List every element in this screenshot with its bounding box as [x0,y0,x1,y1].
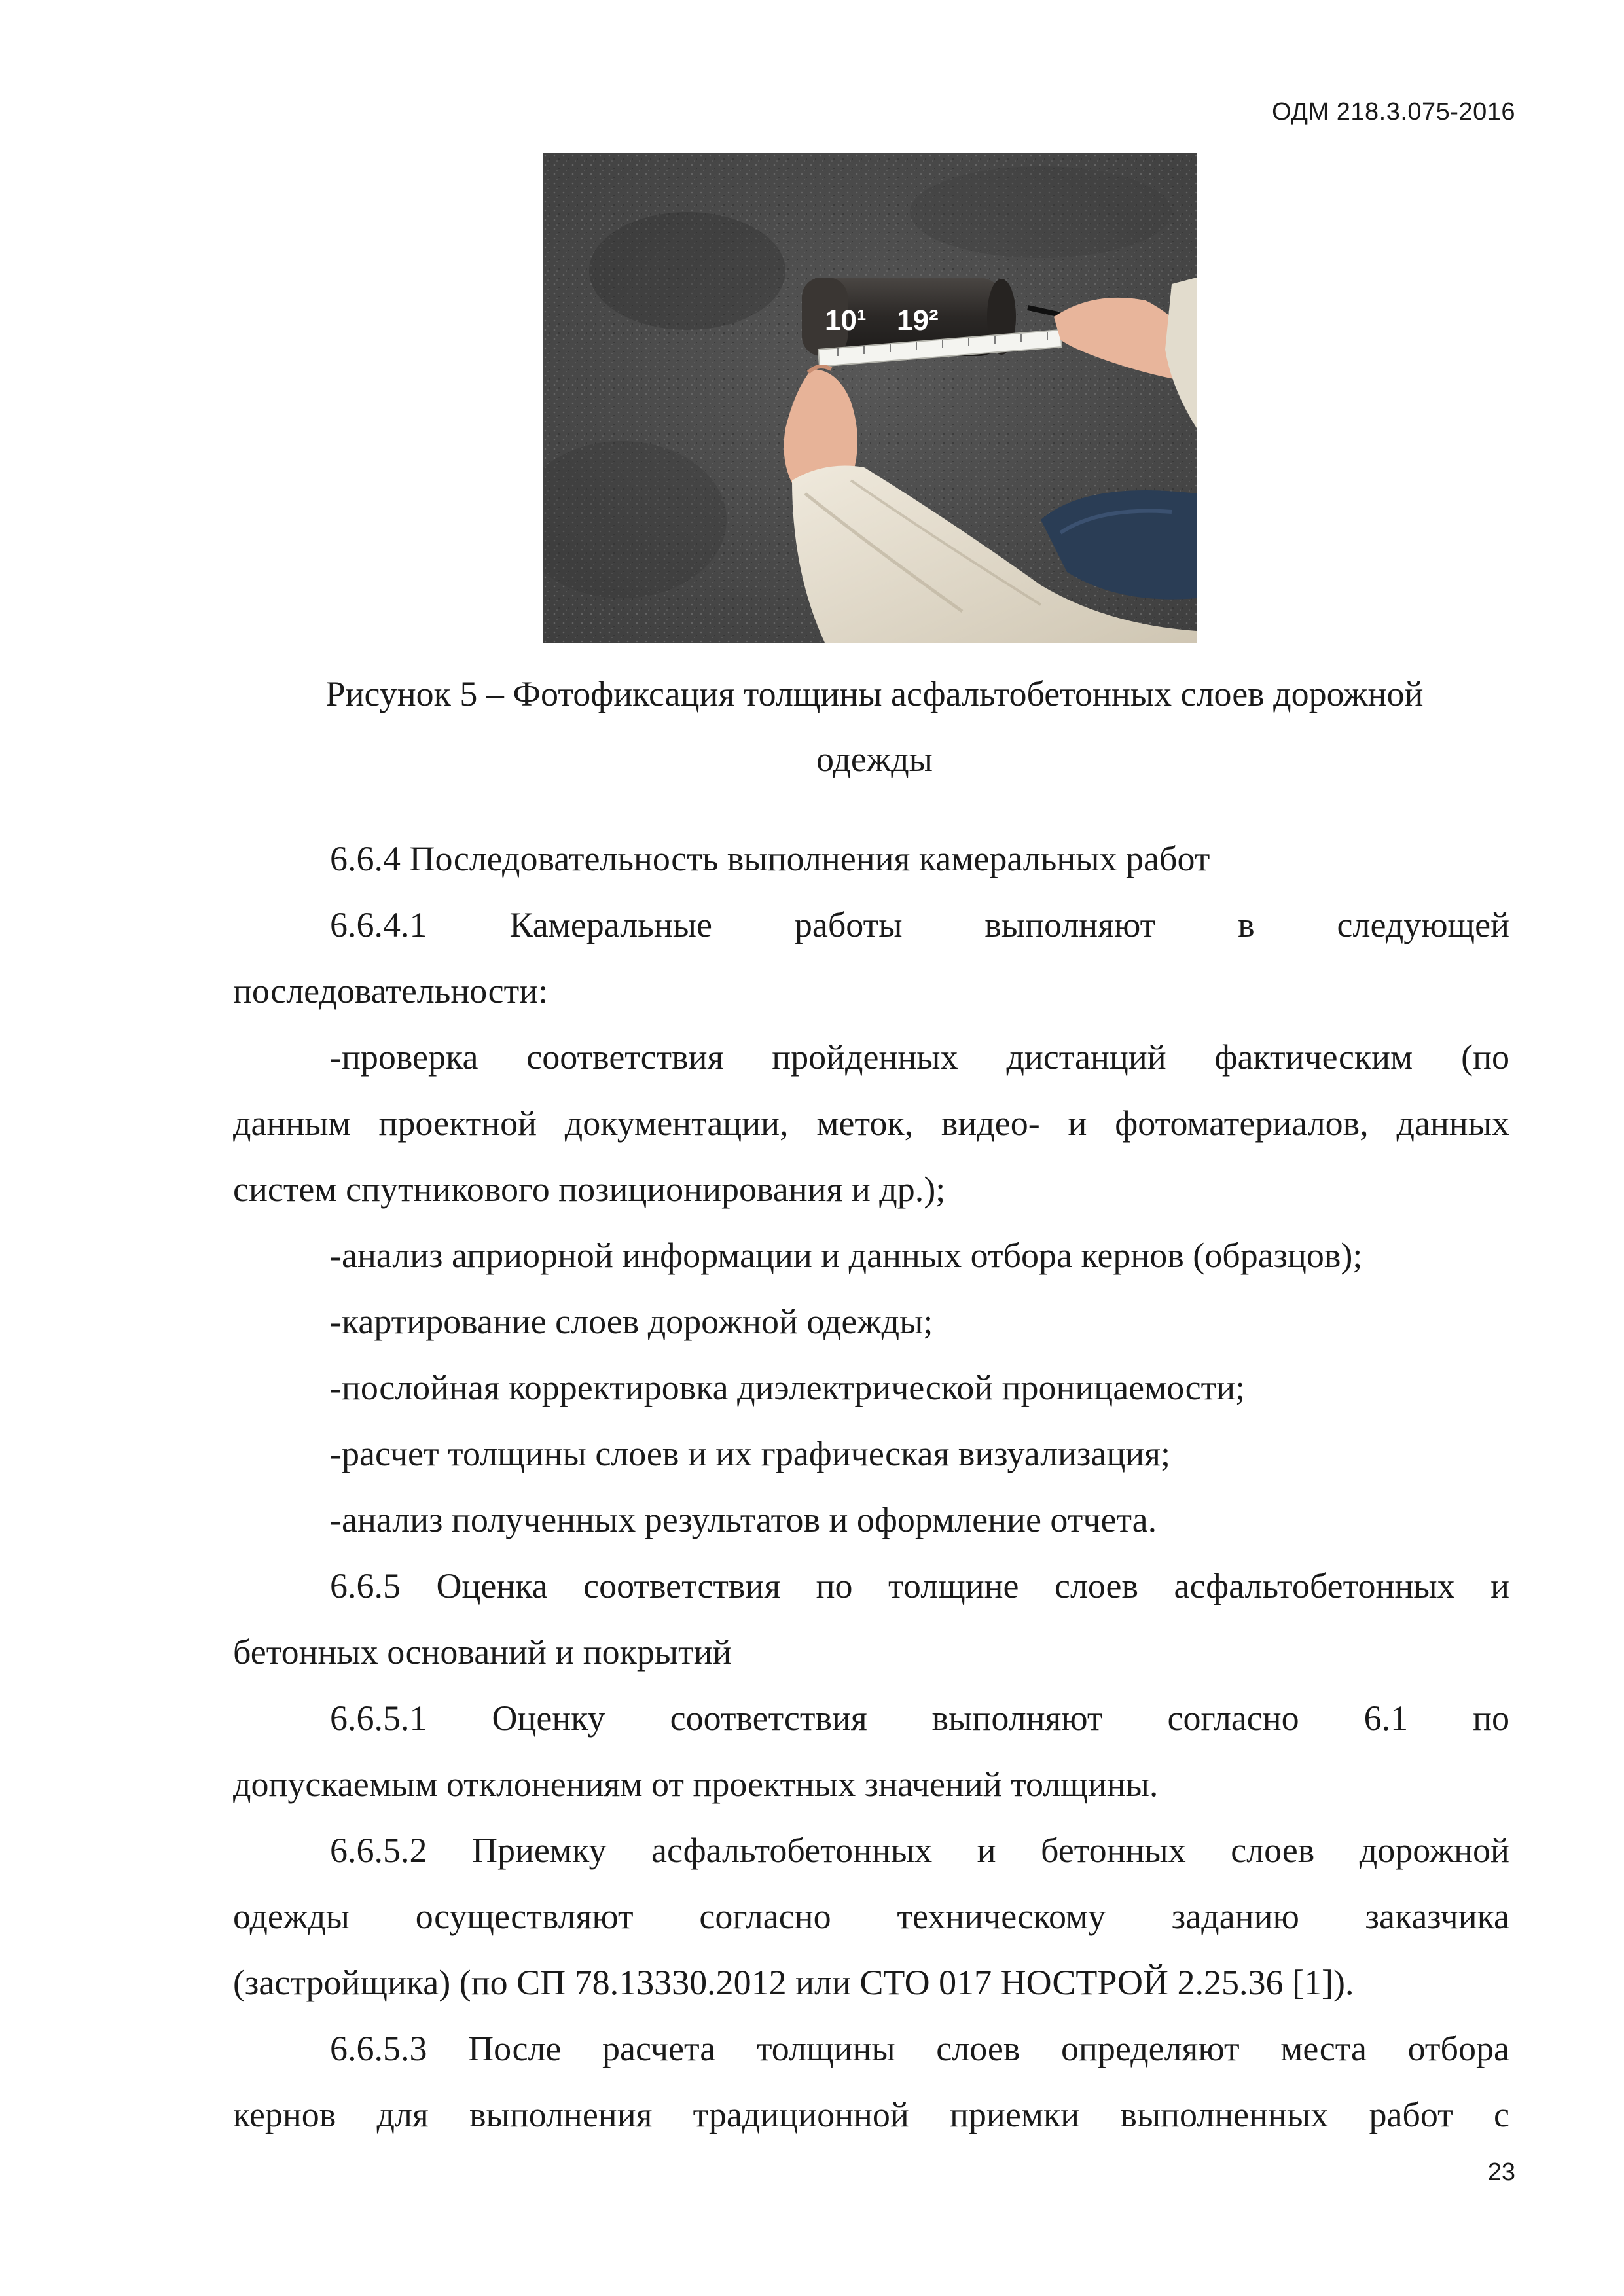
paragraph-6-6-5-3-line: кернов для выполнения традиционной приемки выполненных работ с [233,2095,1509,2134]
paragraph-6-6-5-2-line: одежды осуществляют согласно техническому заданию заказчика [233,1897,1509,1936]
section-heading-6-6-5-cont: бетонных оснований и покрытий [233,1632,732,1672]
caption-line: одежды [816,740,933,779]
section-heading-6-6-5: 6.6.5 Оценка соответствия по толщине слоев асфальтобетонных и [330,1566,1509,1605]
word: 6.1 [1363,1698,1409,1738]
list-item: -послойная корректировка диэлектрической проницаемости; [330,1368,1246,1407]
list-item-line: систем спутникового позиционирования и др.); [233,1170,946,1209]
figure-caption [233,661,1516,792]
list-item: -картирование слоев дорожной одежды; [330,1302,933,1341]
page-number: 23 [1487,2159,1515,2186]
word: асфальтобетонных [651,1831,933,1870]
paragraph-6-6-5-2-line [233,1818,1509,1884]
word: соответствия [670,1698,867,1738]
word: работы [794,905,903,944]
figure-photo [543,153,1197,643]
list-item-line: -проверка соответствия пройденных дистанций фактическим (по [330,1037,1509,1077]
word: и [977,1831,996,1870]
word: определяют [1060,2029,1240,2068]
paragraph-6-6-5-3-line [233,2016,1509,2082]
word: слоев [936,2029,1020,2068]
word: расчета [602,2029,716,2068]
word: выполняют [931,1698,1103,1738]
caption-line: Рисунок 5 – Фотофиксация толщины асфальтобетонных слоев дорожной [325,674,1424,713]
list-item: -анализ априорной информации и данных отбора кернов (образцов); [330,1236,1363,1275]
word: по [1473,1698,1509,1738]
section-heading-6-6-4: 6.6.4 Последовательность выполнения камеральных работ [330,839,1210,878]
paragraph-6-6-5-1-line [233,1685,1509,1751]
word: в [1238,905,1255,944]
word: 6.6.5.1 [330,1698,427,1738]
word: выполняют [984,905,1156,944]
word: толщины [756,2029,895,2068]
word: 6.6.4.1 [330,905,427,944]
paragraph-6-6-4-1-cont: последовательности: [233,971,549,1011]
core-label-2: 19² [897,304,939,336]
word: Оценку [492,1698,605,1738]
word: Камеральные [509,905,712,944]
body-text [233,826,1509,2148]
word: слоев [1231,1831,1315,1870]
list-item-line: данным проектной документации, меток, видео- и фотоматериалов, данных [233,1103,1509,1143]
word: 6.6.5.2 [330,1831,427,1870]
word: 6.6.5.3 [330,2029,427,2068]
core-label-1: 10¹ [825,304,867,336]
word: места [1280,2029,1367,2068]
document-code: ОДМ 218.3.075-2016 [1272,98,1515,126]
word: После [468,2029,562,2068]
word: отбора [1407,2029,1509,2068]
word: согласно [1167,1698,1299,1738]
list-item: -расчет толщины слоев и их графическая визуализация; [330,1434,1170,1473]
word: дорожной [1359,1831,1509,1870]
paragraph-6-6-5-2-line: (застройщика) (по СП 78.13330.2012 или СТО 017 НОСТРОЙ 2.25.36 [1]). [233,1963,1354,2002]
list-item: -анализ полученных результатов и оформление отчета. [330,1500,1157,1539]
word: бетонных [1041,1831,1186,1870]
paragraph-6-6-4-1-line [233,892,1509,958]
word: Приемку [471,1831,607,1870]
paragraph-6-6-5-1-cont: допускаемым отклонениям от проектных значений толщины. [233,1765,1159,1804]
word: следующей [1337,905,1509,944]
